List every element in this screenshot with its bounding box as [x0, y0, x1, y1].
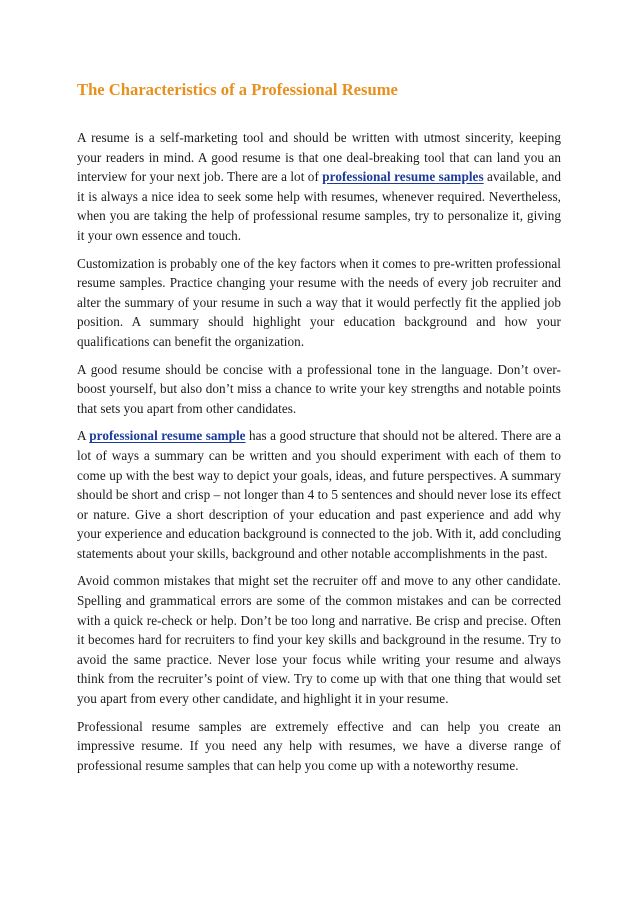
paragraph-text: Avoid common mistakes that might set the recruiter off and move to any other candidate. Spelling and grammatical errors are some of the common mistakes and can be corrected with a quick re-check or help. Don’t be too long and narrative. Be crisp and precise. Often it becomes hard for recruiters to find your key skills and background in the resume. Try to avoid the same practice. Never lose your focus while writing your resume and always think from the recruiter’s point of view. Try to come up with that one thing that would set you apart from every other candidate, and highlight it in your resume. — [77, 573, 561, 707]
paragraph-text: A good resume should be concise with a professional tone in the language. Don’t over-boost yourself, but also don’t miss a chance to write your key strengths and notable points that sets you apart from other candidates. — [77, 361, 561, 416]
paragraph-5 — [77, 571, 561, 708]
paragraph-text: available, and it is always a nice idea to seek some help with resumes, whenever required. Nevertheless, when you are taking the help of professional resume samples, try to personalize it, giving it your own essence and touch. — [77, 169, 561, 243]
professional-resume-samples-link[interactable]: professional resume samples — [322, 169, 484, 185]
professional-resume-sample-link[interactable]: professional resume sample — [89, 428, 246, 444]
paragraph-6 — [77, 717, 561, 776]
paragraph-text: has a good structure that should not be altered. There are a lot of ways a summary can be written and you should experiment with each of them to come up with the best way to depict your goals, ideas, and future perspectives. A summary should be short and crisp – not longer than 4 to 5 sentences and should never lose its effect or nature. Give a short description of your education and past experience and add why your experience and education background is connected to the job. With it, add concluding statements about your skills, background and other notable accomplishments in the past. — [77, 428, 561, 561]
document-title: The Characteristics of a Professional Resume — [77, 80, 398, 99]
paragraph-2 — [77, 254, 561, 352]
paragraph-3 — [77, 360, 561, 419]
paragraph-1 — [77, 128, 561, 246]
paragraph-4 — [77, 426, 561, 563]
document-page — [77, 80, 561, 783]
paragraph-text: Professional resume samples are extremely effective and can help you create an impressive resume. If you need any help with resumes, we have a diverse range of professional resume samples that can help you come up with a noteworthy resume. — [77, 718, 561, 773]
paragraph-text: A — [77, 428, 90, 444]
paragraph-text: A resume is a self-marketing tool and should be written with utmost sincerity, keeping your readers in mind. A good resume is that one deal-breaking tool that can land you an interview for your next job. There are a lot of — [77, 130, 561, 185]
paragraph-text: Customization is probably one of the key factors when it comes to pre-written professional resume samples. Practice changing your resume with the needs of every job recruiter and alter the summary of your resume in such a way that it would perfectly fit the applied job position. A summary should highlight your education background and how your qualifications can benefit the organization. — [77, 255, 561, 349]
